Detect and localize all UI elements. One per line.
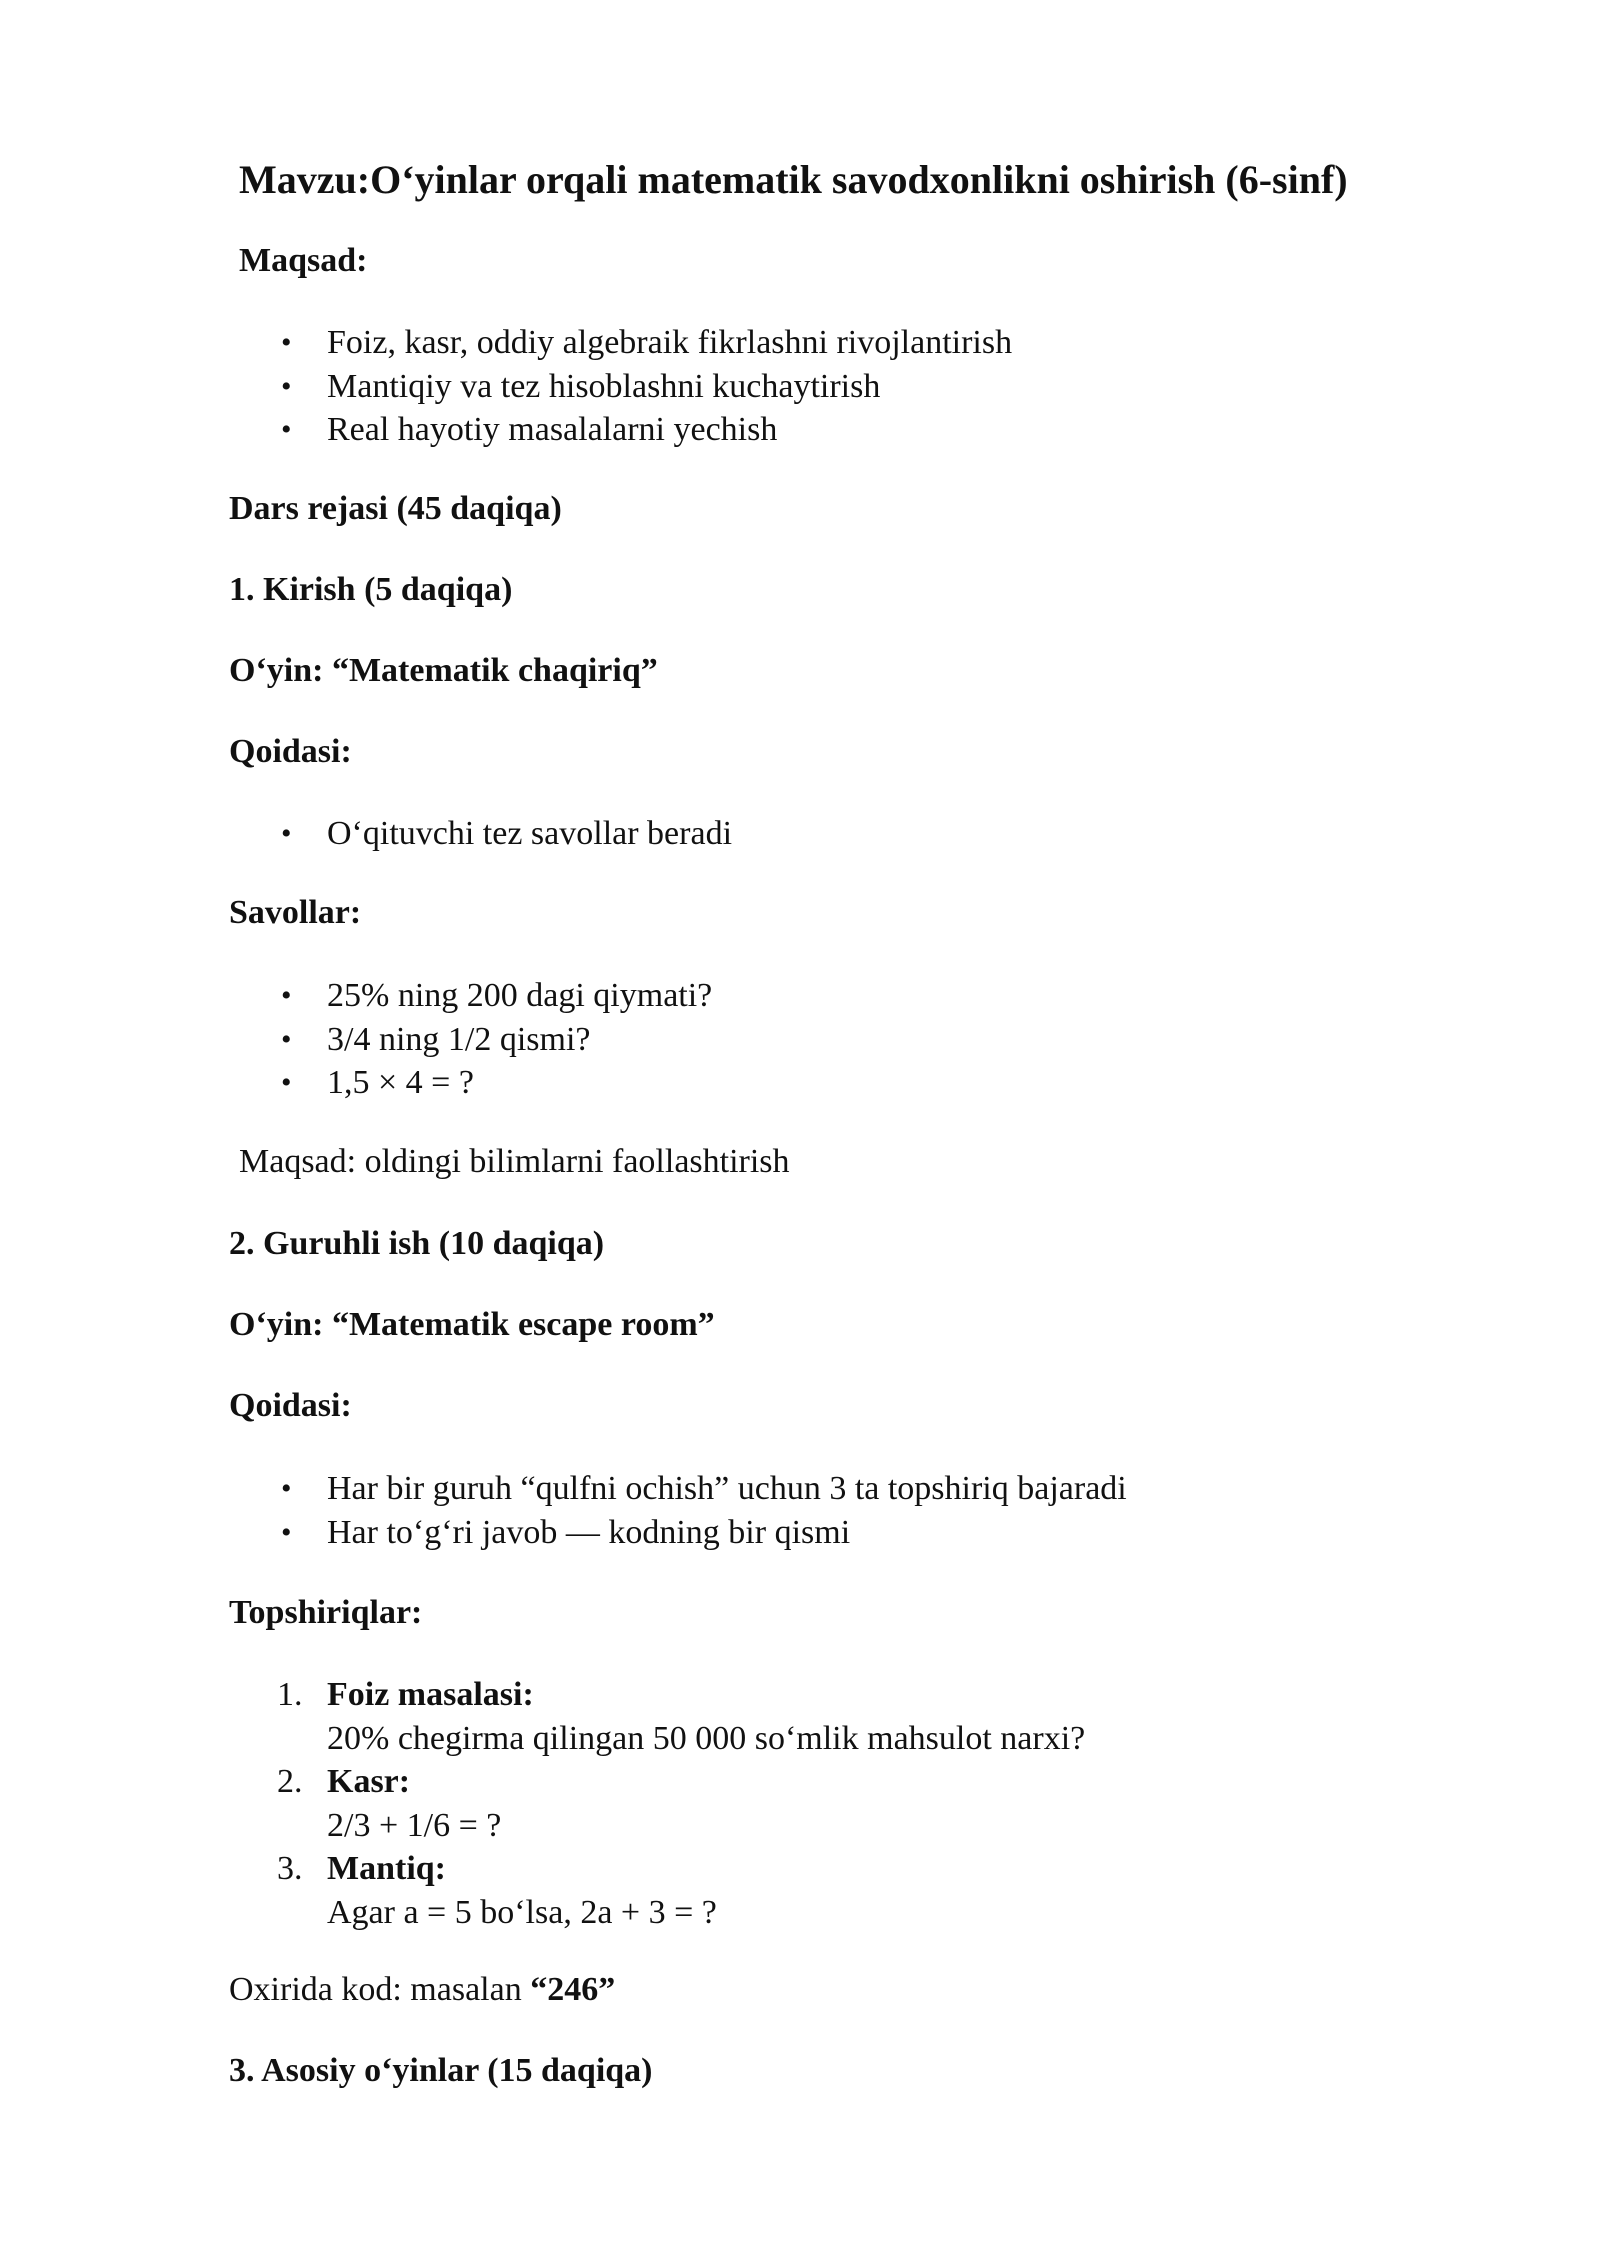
code-value: “246”	[530, 1971, 616, 2008]
section2-game: O‘yin: “Matematik escape room”	[229, 1306, 715, 1343]
list-item: • Real hayotiy masalalarni yechish	[229, 408, 1012, 452]
list-item: • Har bir guruh “qulfni ochish” uchun 3 ta topshiriq bajaradi	[229, 1467, 1127, 1511]
maqsad-list	[229, 321, 1012, 452]
section1-goal: Maqsad: oldingi bilimlarni faollashtirish	[239, 1143, 790, 1180]
list-item: • 3/4 ning 1/2 qismi?	[229, 1018, 712, 1062]
task-title: Foiz masalasi:	[327, 1676, 534, 1713]
section1-heading: 1. Kirish (5 daqiqa)	[229, 571, 513, 608]
task-title: Mantiq:	[327, 1850, 446, 1887]
task-title: Kasr:	[327, 1763, 411, 1800]
list-item: • O‘qituvchi tez savollar beradi	[229, 812, 732, 856]
section1-rules-list	[229, 812, 732, 856]
list-item: • 1,5 × 4 = ?	[229, 1061, 712, 1105]
list-item: • 25% ning 200 dagi qiymati?	[229, 974, 712, 1018]
list-number: 3.	[277, 1850, 303, 1887]
code-prefix: Oxirida kod: masalan	[229, 1971, 531, 2008]
section2-heading: 2. Guruhli ish (10 daqiqa)	[229, 1225, 605, 1262]
list-item	[229, 1847, 1085, 1934]
page-title: Mavzu:O‘yinlar orqali matematik savodxonlikni oshirish (6-sinf)	[239, 157, 1348, 202]
list-item: • Foiz, kasr, oddiy algebraik fikrlashni rivojlantirish	[229, 321, 1012, 365]
list-item	[229, 1760, 1085, 1847]
task-text: Agar a = 5 bo‘lsa, 2a + 3 = ?	[327, 1893, 717, 1931]
list-number: 2.	[277, 1763, 303, 1800]
section2-rules-list	[229, 1467, 1127, 1554]
section1-game: O‘yin: “Matematik chaqiriq”	[229, 652, 658, 689]
section1-rules-heading: Qoidasi:	[229, 733, 352, 770]
section2-tasks-heading: Topshiriqlar:	[229, 1594, 423, 1631]
section2-code-line	[229, 1971, 615, 2009]
task-text: 2/3 + 1/6 = ?	[327, 1806, 502, 1844]
dars-rejasi-heading: Dars rejasi (45 daqiqa)	[229, 490, 562, 527]
task-text: 20% chegirma qilingan 50 000 so‘mlik mahsulot narxi?	[327, 1719, 1086, 1757]
list-item	[229, 1673, 1085, 1760]
section2-tasks-list	[229, 1673, 1085, 1934]
section2-rules-heading: Qoidasi:	[229, 1387, 352, 1424]
list-number: 1.	[277, 1676, 303, 1713]
maqsad-heading: Maqsad:	[239, 242, 368, 279]
list-item: • Har to‘g‘ri javob — kodning bir qismi	[229, 1511, 1127, 1555]
list-item: • Mantiqiy va tez hisoblashni kuchaytirish	[229, 365, 1012, 409]
section3-heading: 3. Asosiy o‘yinlar (15 daqiqa)	[229, 2052, 653, 2089]
section1-questions-heading: Savollar:	[229, 894, 362, 931]
section1-questions-list	[229, 974, 712, 1105]
